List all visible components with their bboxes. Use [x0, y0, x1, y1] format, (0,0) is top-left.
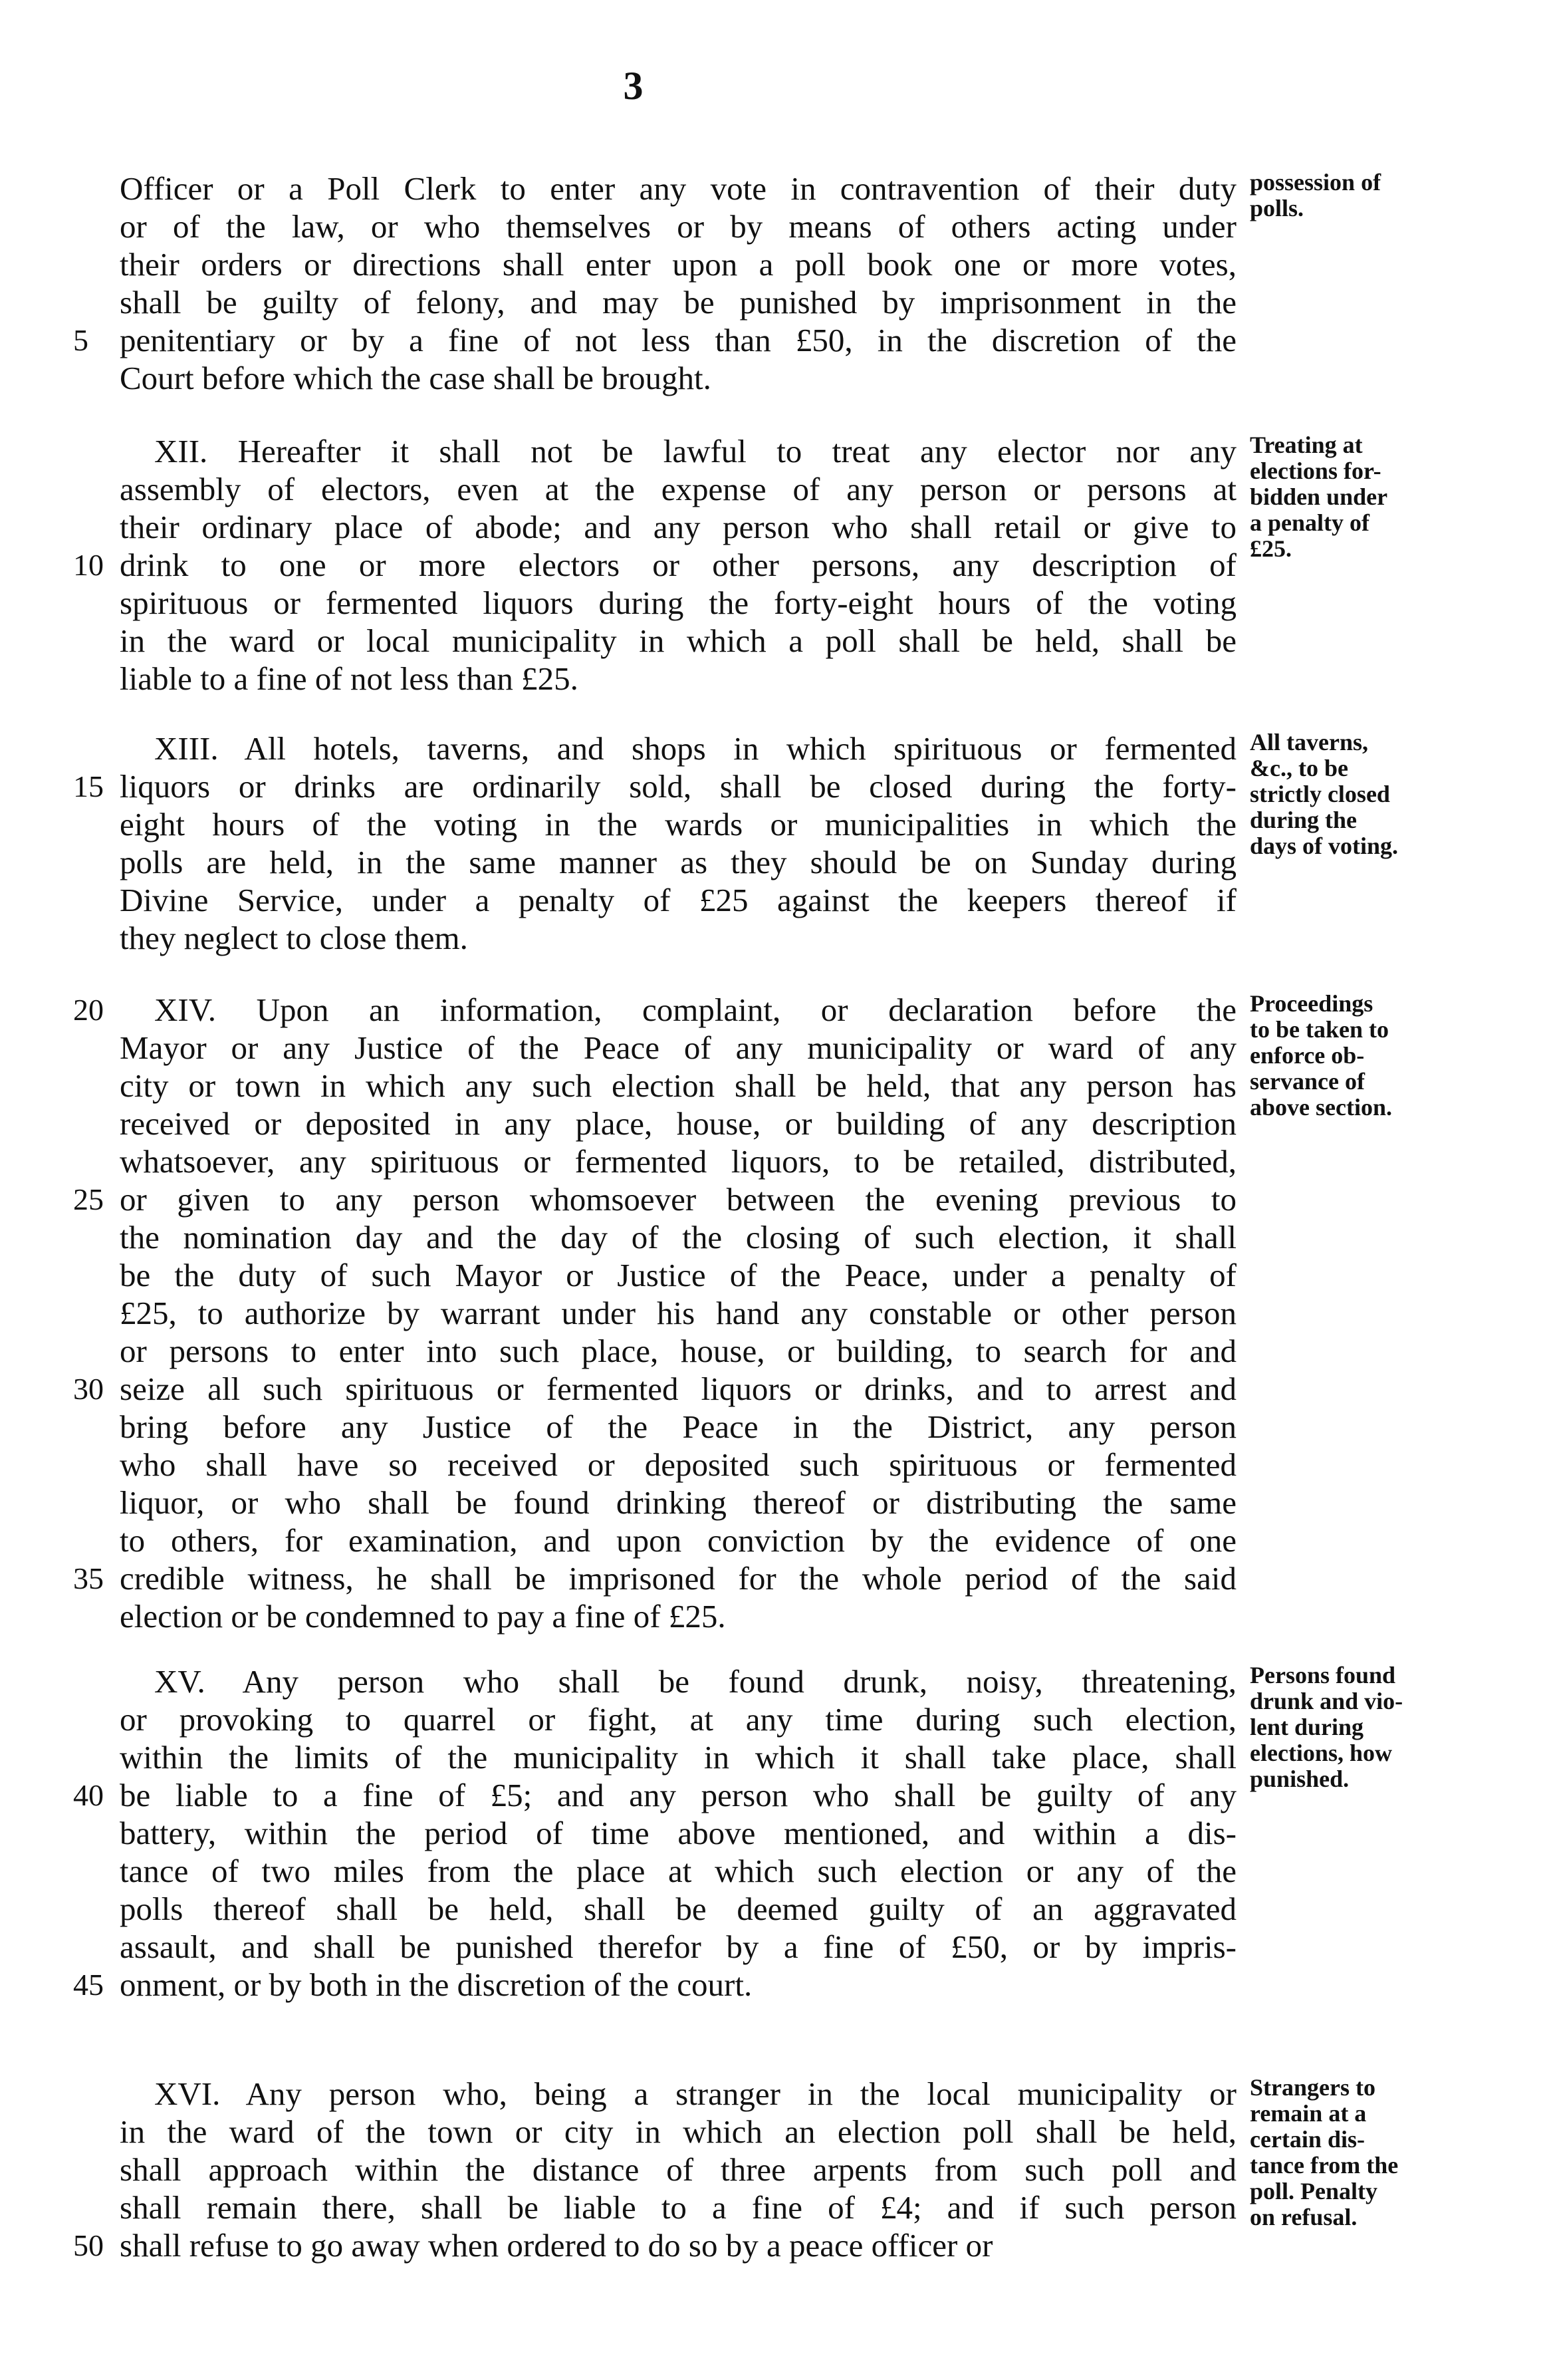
text-line: polls thereof shall be held, shall be deemed guilty of an aggravated [120, 1891, 1237, 1927]
margin-note [1250, 432, 1529, 562]
margin-note-line: enforce ob- [1250, 1042, 1365, 1069]
text-line: within the limits of the municipality in which it shall take place, shall [120, 1739, 1237, 1776]
text-line: city or town in which any such election shall be held, that any person has [120, 1067, 1237, 1104]
text-line: whatsoever, any spirituous or fermented liquors, to be retailed, distributed, [120, 1143, 1237, 1180]
text-line: £25, to authorize by warrant under his hand any constable or other person [120, 1295, 1237, 1331]
margin-note-line: a penalty of [1250, 509, 1369, 536]
text-line: XII. Hereafter it shall not be lawful to treat any elector nor any [154, 433, 1237, 469]
text-line: shall approach within the distance of three arpents from such poll and [120, 2151, 1237, 2188]
text-line: liable to a fine of not less than £25. [120, 660, 578, 697]
line-number: 10 [73, 548, 104, 582]
text-line: XVI. Any person who, being a stranger in the local municipality or [154, 2075, 1237, 2112]
text-line: their ordinary place of abode; and any person who shall retail or give to [120, 509, 1237, 545]
margin-note-line: Treating at [1250, 432, 1363, 458]
text-line: they neglect to close them. [120, 920, 468, 956]
margin-note-line: elections, how [1250, 1740, 1392, 1766]
margin-note-line: drunk and vio- [1250, 1688, 1403, 1714]
margin-note [1250, 1662, 1529, 1792]
text-line: penitentiary or by a fine of not less than £50, in the discretion of the [120, 322, 1237, 358]
margin-note [1250, 2075, 1529, 2230]
margin-note-line: All taverns, [1250, 729, 1368, 755]
text-line: polls are held, in the same manner as they should be on Sunday during [120, 844, 1237, 880]
text-line: assault, and shall be punished therefor by a fine of £50, or by impris- [120, 1928, 1237, 1965]
text-line: shall refuse to go away when ordered to do so by a peace officer or [120, 2227, 993, 2264]
line-number: 20 [73, 993, 104, 1027]
text-line: in the ward of the town or city in which an election poll shall be held, [120, 2113, 1237, 2150]
line-number: 25 [73, 1182, 104, 1216]
margin-note-line: Proceedings [1250, 990, 1373, 1017]
text-line: or of the law, or who themselves or by means of others acting under [120, 208, 1237, 245]
margin-note-line: during the [1250, 807, 1358, 833]
text-line: shall be guilty of felony, and may be punished by imprisonment in the [120, 284, 1237, 321]
text-line: XIII. All hotels, taverns, and shops in which spirituous or fermented [154, 730, 1237, 767]
margin-note-line: above section. [1250, 1094, 1392, 1121]
text-line: Mayor or any Justice of the Peace of any municipality or ward of any [120, 1029, 1237, 1066]
text-line: their orders or directions shall enter upon a poll book one or more votes, [120, 246, 1237, 283]
margin-note-line: days of voting. [1250, 833, 1399, 859]
text-line: or persons to enter into such place, house, or building, to search for and [120, 1333, 1237, 1369]
line-number: 45 [73, 1968, 104, 2002]
text-line: tance of two miles from the place at which such election or any of the [120, 1853, 1237, 1889]
text-line: Officer or a Poll Clerk to enter any vote in contravention of their duty [120, 170, 1237, 207]
page-number: 3 [623, 64, 644, 108]
text-line: received or deposited in any place, house, or building of any description [120, 1105, 1237, 1142]
text-line: or given to any person whomsoever between the evening previous to [120, 1181, 1237, 1218]
margin-note-line: tance from the [1250, 2152, 1399, 2179]
line-number: 30 [73, 1372, 104, 1406]
text-line: to others, for examination, and upon conviction by the evidence of one [120, 1522, 1237, 1559]
line-number: 15 [73, 769, 104, 803]
text-line: election or be condemned to pay a fine of £25. [120, 1598, 726, 1635]
text-line: liquors or drinks are ordinarily sold, shall be closed during the forty- [120, 768, 1237, 805]
margin-note-line: remain at a [1250, 2100, 1367, 2127]
margin-note-line: £25. [1250, 535, 1292, 562]
text-line: the nomination day and the day of the closing of such election, it shall [120, 1219, 1237, 1256]
margin-note-line: poll. Penalty [1250, 2178, 1378, 2204]
text-line: Divine Service, under a penalty of £25 against the keepers thereof if [120, 882, 1237, 918]
margin-note-line: bidden under [1250, 483, 1388, 510]
margin-note-line: to be taken to [1250, 1016, 1389, 1043]
line-number: 40 [73, 1778, 104, 1812]
text-line: be the duty of such Mayor or Justice of the Peace, under a penalty of [120, 1257, 1237, 1293]
margin-note-line: possession of [1250, 169, 1381, 196]
text-line: shall remain there, shall be liable to a fine of £4; and if such person [120, 2189, 1237, 2226]
text-line: battery, within the period of time above mentioned, and within a dis- [120, 1815, 1237, 1851]
margin-note [1250, 729, 1529, 859]
text-line: credible witness, he shall be imprisoned for the whole period of the said [120, 1560, 1237, 1597]
text-line: assembly of electors, even at the expense of any person or persons at [120, 471, 1237, 507]
line-number: 35 [73, 1561, 104, 1595]
margin-note [1250, 991, 1529, 1121]
margin-note-line: strictly closed [1250, 781, 1390, 807]
margin-note-line: on refusal. [1250, 2204, 1358, 2230]
margin-note-line: polls. [1250, 195, 1304, 221]
text-line: be liable to a fine of £5; and any person who shall be guilty of any [120, 1777, 1237, 1813]
line-number: 50 [73, 2228, 104, 2262]
margin-note-line: Strangers to [1250, 2074, 1375, 2101]
text-line: drink to one or more electors or other persons, any description of [120, 547, 1237, 583]
margin-note-line: &c., to be [1250, 755, 1348, 781]
text-line: XV. Any person who shall be found drunk, noisy, threatening, [154, 1663, 1237, 1700]
text-line: liquor, or who shall be found drinking thereof or distributing the same [120, 1484, 1237, 1521]
text-line: XIV. Upon an information, complaint, or declaration before the [154, 992, 1237, 1028]
margin-note-line: Persons found [1250, 1662, 1396, 1688]
margin-note [1250, 170, 1529, 221]
text-line: onment, or by both in the discretion of the court. [120, 1966, 753, 2003]
text-line: eight hours of the voting in the wards or municipalities in which the [120, 806, 1237, 843]
text-line: Court before which the case shall be brought. [120, 360, 711, 396]
line-number: 5 [73, 323, 88, 357]
margin-note-line: punished. [1250, 1766, 1350, 1792]
text-line: who shall have so received or deposited such spirituous or fermented [120, 1446, 1237, 1483]
margin-note-line: lent during [1250, 1714, 1364, 1740]
margin-note-line: certain dis- [1250, 2126, 1365, 2153]
text-line: in the ward or local municipality in which a poll shall be held, shall be [120, 622, 1237, 659]
text-line: or provoking to quarrel or fight, at any time during such election, [120, 1701, 1237, 1738]
margin-note-line: servance of [1250, 1068, 1365, 1095]
text-line: bring before any Justice of the Peace in the District, any person [120, 1408, 1237, 1445]
text-line: spirituous or fermented liquors during the forty-eight hours of the voting [120, 585, 1237, 621]
margin-note-line: elections for- [1250, 458, 1381, 484]
text-line: seize all such spirituous or fermented liquors or drinks, and to arrest and [120, 1371, 1237, 1407]
